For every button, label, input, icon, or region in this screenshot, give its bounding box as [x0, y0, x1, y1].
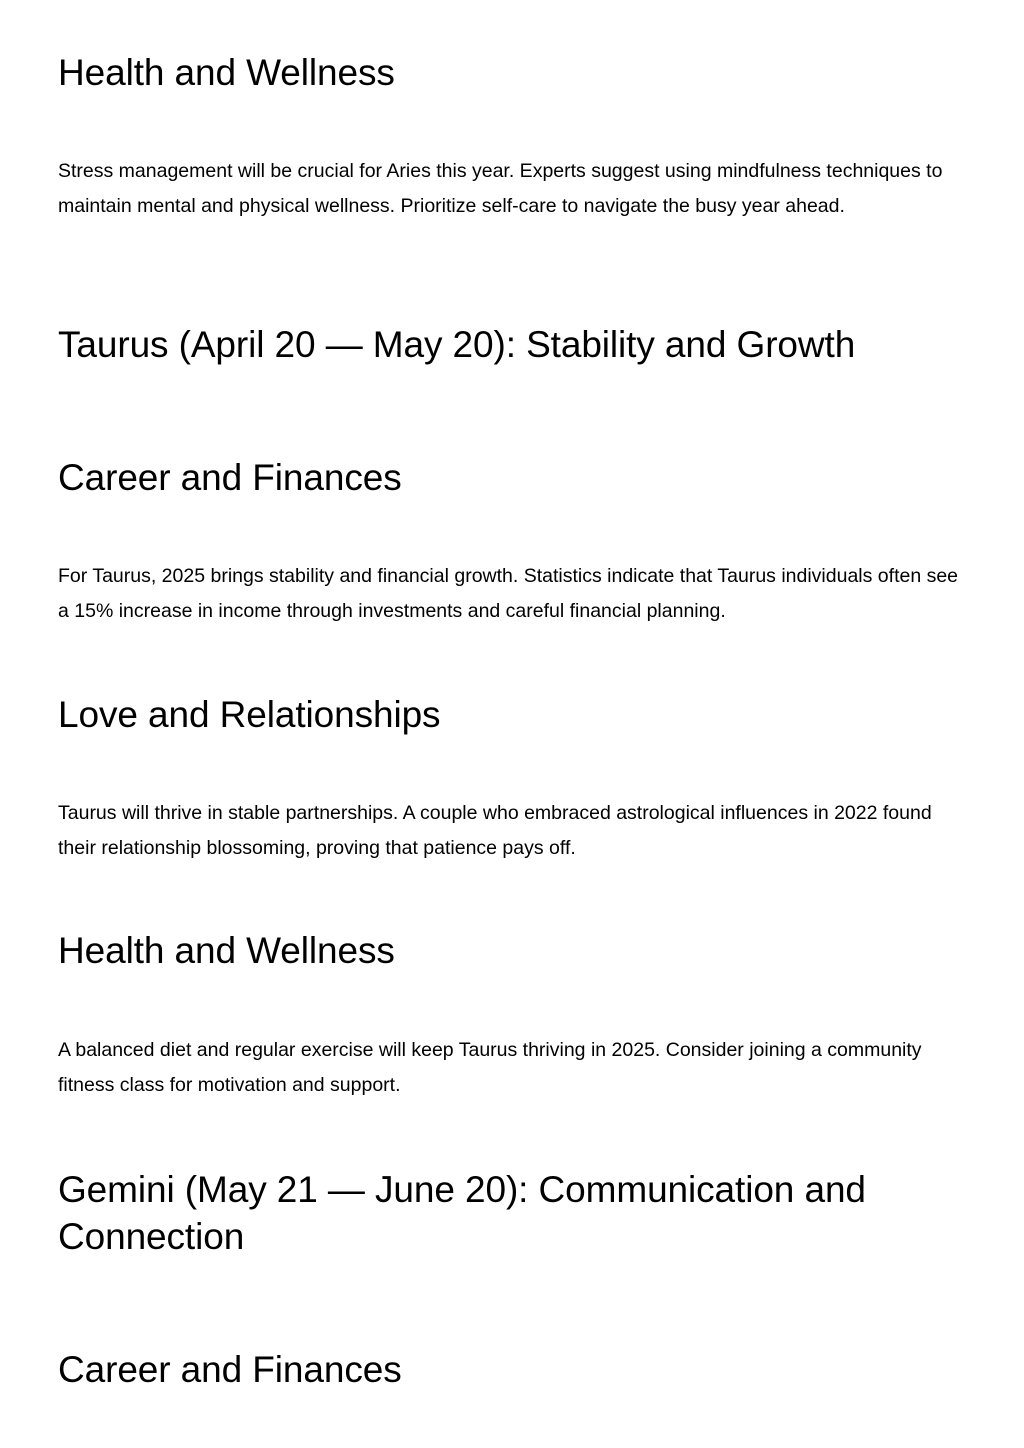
taurus-love-paragraph: Taurus will thrive in stable partnerships. A couple who embraced astrological influences in 2022 found their relationship blossoming, proving that patience pays off.	[58, 802, 932, 859]
taurus-career-paragraph: For Taurus, 2025 brings stability and financial growth. Statistics indicate that Taurus individuals often see a 15% increase in income through investments and careful financial planning.	[58, 565, 959, 622]
aries-health-heading: Health and Wellness	[58, 52, 395, 93]
taurus-health-heading: Health and Wellness	[58, 930, 395, 971]
taurus-love-heading: Love and Relationships	[58, 694, 441, 735]
taurus-sign-heading: Taurus (April 20 — May 20): Stability and Growth	[58, 324, 856, 365]
aries-health-paragraph: Stress management will be crucial for Aries this year. Experts suggest using mindfulness techniques to maintain mental and physical wellness. Prioritize self-care to navigate the busy year ahead.	[58, 160, 943, 217]
gemini-career-heading: Career and Finances	[58, 1349, 402, 1390]
gemini-sign-heading: Gemini (May 21 — June 20): Communication and Connection	[58, 1169, 866, 1257]
taurus-health-paragraph: A balanced diet and regular exercise will keep Taurus thriving in 2025. Consider joining a community fitness class for motivation and support.	[58, 1039, 922, 1096]
taurus-career-heading: Career and Finances	[58, 457, 402, 498]
